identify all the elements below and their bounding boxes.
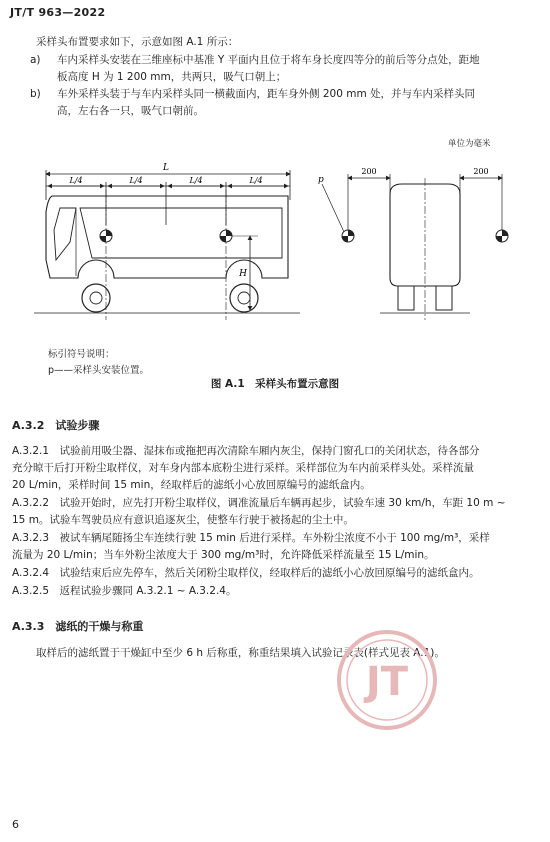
jt-watermark-stamp	[332, 625, 442, 735]
dim-label-L4-2: L/4	[129, 176, 143, 185]
figure-caption: 图 A.1 采样头布置示意图	[210, 378, 340, 390]
a3-2-1-line2: 充分晾干后打开粉尘取样仪，对车身内部本底粉尘进行采样。采样部位为车内前采样头处。采样流量	[12, 462, 474, 474]
a3-2-1-line1: A.3.2.1 试验前用吸尘器、湿抹布或拖把再次清除车厢内灰尘，保持门窗孔口的关闭状态，待各部分	[12, 445, 480, 457]
dim-label-L: L	[163, 163, 169, 173]
item-b-label: b)	[30, 88, 41, 100]
sampling-layout-figure	[0, 150, 550, 350]
a3-3-paragraph: 取样后的滤纸置于干燥缸中至少 6 h 后称重，称重结果填入试验记录表(样式见表 A.1)。	[36, 647, 445, 659]
a3-2-1-line3: 20 L/min，采样时间 15 min，经取样后的滤纸小心放回原编号的滤纸盒内。	[12, 479, 371, 491]
a3-2-4: A.3.2.4 试验结束后应先停车，然后关闭粉尘取样仪，经取样后的滤纸小心放回原编号的滤纸盒内。	[12, 567, 480, 579]
dim-label-H: H	[239, 269, 247, 279]
page-number: 6	[12, 818, 19, 831]
intro-lead: 采样头布置要求如下，示意如图 A.1 所示：	[36, 36, 239, 48]
sampling-head-markers	[100, 230, 508, 242]
dim-label-L4-4: L/4	[249, 176, 263, 185]
item-a-label: a)	[30, 54, 41, 66]
a3-2-2-line1: A.3.2.2 试验开始时，应先打开粉尘取样仪，调准流量后车辆再起步，试验车速 30 km/h，车距 10 m ~	[12, 497, 506, 509]
item-a-line2: 板高度 H 为 1 200 mm，共两只，吸气口朝上；	[57, 71, 287, 83]
dim-label-200-left: 200	[361, 167, 377, 176]
a3-2-5: A.3.2.5 返程试验步骤同 A.3.2.1 ~ A.3.2.4。	[12, 585, 237, 597]
a3-2-3-line2: 流量为 20 L/min；当车外粉尘浓度大于 300 mg/m³时，允许降低采样流量至 15 L/min。	[12, 549, 435, 561]
section-a32-title: A.3.2 试验步骤	[12, 419, 100, 432]
legend-title: 标引符号说明：	[48, 349, 115, 360]
dim-label-p: p	[318, 175, 324, 185]
dim-label-L4-1: L/4	[69, 176, 83, 185]
section-a33-title: A.3.3 滤纸的干燥与称重	[12, 620, 144, 633]
item-b-line1: 车外采样头装于与车内采样头同一横截面内，距车身外侧 200 mm 处，并与车内采样头同	[57, 88, 476, 100]
dim-label-L4-3: L/4	[189, 176, 203, 185]
a3-2-3-line1: A.3.2.3 被试车辆尾随扬尘车连续行驶 15 min 后进行采样。车外粉尘浓度不小于 100 mg/m³，采样	[12, 532, 490, 544]
item-a-line1: 车内采样头安装在三维座标中基准 Y 平面内且位于将车身长度四等分的前后等分点处，距地	[57, 54, 480, 66]
unit-note: 单位为毫米	[448, 139, 491, 149]
a3-2-2-line2: 15 m。试验车驾驶员应有意识追逐灰尘，使整车行驶于被扬起的尘土中。	[12, 514, 354, 526]
item-b-line2: 高，左右各一只，吸气口朝前。	[57, 105, 204, 117]
watermark-text: JT	[365, 659, 409, 705]
document-code-header: JT/T 963—2022	[10, 6, 106, 19]
dim-label-200-right: 200	[473, 167, 489, 176]
legend-item: p——采样头安装位置。	[48, 365, 150, 376]
